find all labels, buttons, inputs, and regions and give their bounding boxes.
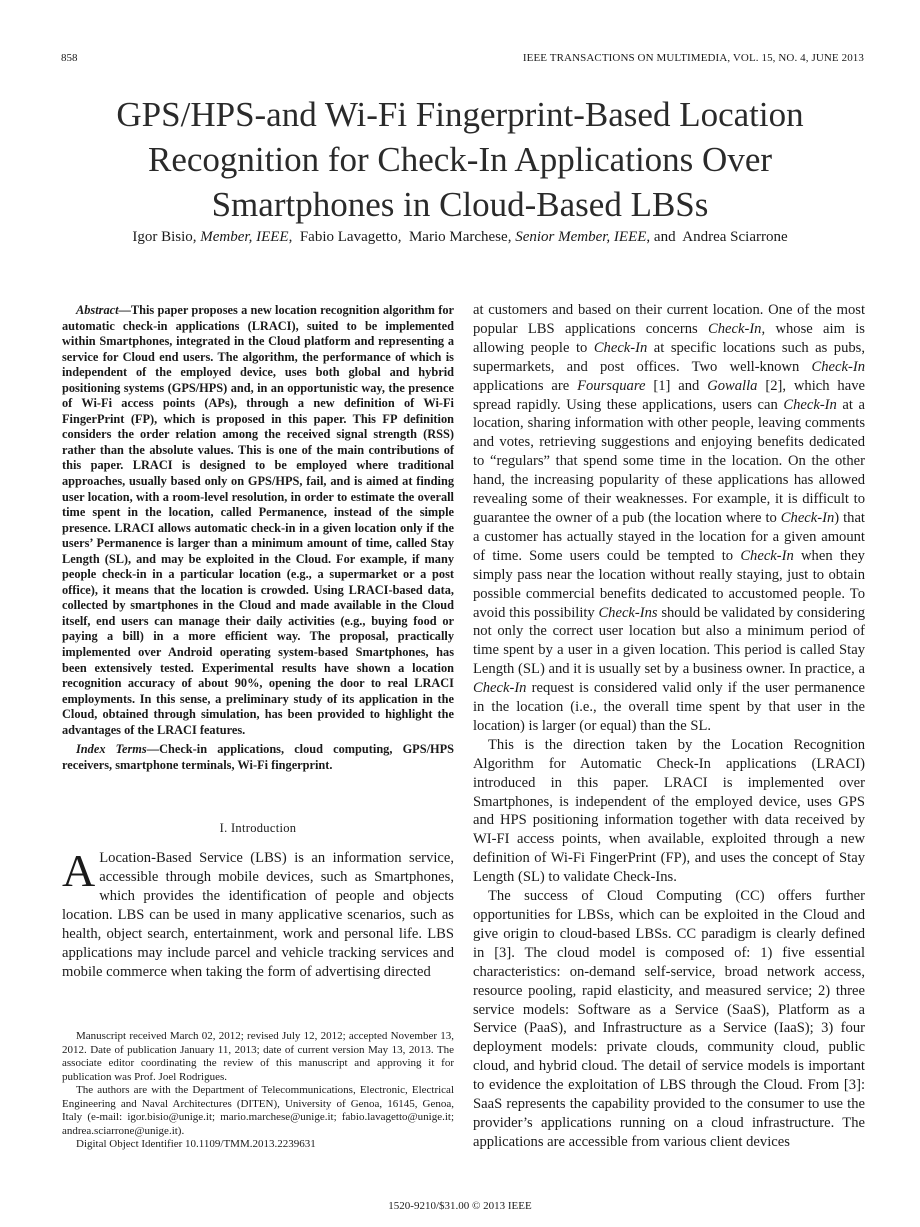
text-run: when they simply pass near the location without really staying, just to obtain possible commercial benefits dedicated to accustomed people. To avoid this possibility bbox=[473, 547, 865, 621]
page-number: 858 bbox=[61, 52, 78, 64]
author-name: Fabio Lavagetto bbox=[299, 229, 398, 245]
text-run: at customers and based on their current location. One of the most popular LBS applications concerns bbox=[473, 302, 865, 337]
author-name: Mario Marchese bbox=[408, 229, 508, 245]
paper-title bbox=[40, 92, 880, 227]
section-heading: I. Introduction bbox=[219, 821, 297, 836]
emphasis: Check-In bbox=[708, 320, 762, 337]
emphasis: Check-Ins bbox=[598, 604, 658, 621]
author-name: Andrea Sciarrone bbox=[682, 229, 788, 245]
copyright-footer: 1520-9210/$31.00 © 2013 IEEE bbox=[388, 1200, 532, 1212]
abstract-text: —This paper proposes a new location recognition algorithm for automatic check-in applications (LRACI), suited to be implemented within Smartphones, integrated in the Cloud platform and representing a service for Cloud end users. The algorithm, the performance of which is independent of the employed device, uses both global and hybrid positioning systems (GPS/HPS) and, in an opportunistic way, the presence of Wi-Fi access points (APs), through a new definition of Wi-Fi FingerPrint (FP), which is proposed in this paper. This FP definition considers the order relation among the received signal strength (RSS) rather than the absolute values. This is one of the main contributions of this paper. LRACI is designed to be employed where traditional approaches, usually based only on GPS/HPS, fail, and is aimed at finding user location, with a room-level resolution, in order to estimate the overall time spent in the location, called Permanence, instead of the simple presence. LRACI allows automatic check-in in a given location only if the users’ Permanence is larger than a minimum amount of time, called Stay Length (SL), and may be exploited in the Cloud. For example, if many people check-in in a particular location (e.g., a supermarket or a post office), it means that the location is crowded. Using LRACI-based data, collected by smartphones in the Cloud and made available in the Cloud itself, end users can manage their daily activities (e.g., buying food or paying a bill) in a more efficient way. The proposal, practically implemented over Android operating system-based Smartphones, has been extensively tested. Experimental results have shown a location recognition accuracy of about 90%, opening the door to real LRACI employments. In this sense, a preliminary study of its application in the Cloud, obtained through simulation, has been provided to highlight the advantages of the LRACI features. bbox=[62, 303, 454, 737]
text-run: should be validated by considering not only the correct user location but also a minimum period of time spent by a user in a given location. This period is called Stay Length (SL) and it is usually set by a business owner. In practice, a bbox=[473, 604, 865, 678]
text-run: applications are bbox=[473, 377, 578, 394]
right-column bbox=[473, 301, 865, 1152]
emphasis: Check-In bbox=[593, 339, 648, 356]
title-line: Recognition for Check-In Applications Over bbox=[147, 140, 773, 179]
footnote-doi: Digital Object Identifier 10.1109/TMM.2013.2239631 bbox=[76, 1138, 316, 1150]
text-run: at specific locations such as pubs, supermarkets, and post offices. Two well-known bbox=[473, 339, 865, 375]
author-conjunction: and bbox=[653, 229, 676, 245]
title-line: Smartphones in Cloud-Based LBSs bbox=[211, 185, 709, 224]
index-terms-label: Index Terms bbox=[76, 742, 147, 757]
body-paragraph: This is the direction taken by the Location Recognition Algorithm for Automatic Check-In applications (LRACI) introduced in this paper. LRACI is implemented over Smartphones, is independent of the employed device, uses GPS and HPS positioning information together with data received by WI-FI access points, when available, exploited through a new definition of Wi-Fi FingerPrint (FP), and uses the concept of Stay Length (SL) to validate Check-Ins. bbox=[473, 736, 865, 886]
footnote-affiliation: The authors are with the Department of Telecommunications, Electronic, Electrical Engineering and Naval Architectures (DITEN), University of Genoa, 16145, Genoa, Italy (e-mail: igor.bisio@unige.it; mario.marchese@unige.it; fabio.lavagetto@unige.it; andrea.sciarrone@unige.it). bbox=[62, 1084, 454, 1137]
body-paragraph: The success of Cloud Computing (CC) offers further opportunities for LBSs, which can be exploited in the Cloud and give origin to cloud-based LBSs. CC paradigm is clearly defined in [3]. The cloud model is composed of: 1) five essential characteristics: on-demand self-service, broad network access, resource pooling, rapid elasticity, and measured service; 2) three service models: Software as a Service (SaaS), Platform as a Service (PaaS), and Infrastructure as a Service (IaaS); 3) four deployment models: private clouds, community cloud, public cloud, and hybrid cloud. The detail of service models is important to evidence the exploitation of LBS through the Cloud. From [3]: SaaS represents the capability provided to the consumer to use the provider’s applications running on a cloud infrastructure. The applications are accessible from various client devices bbox=[473, 888, 865, 1150]
abstract bbox=[62, 303, 454, 738]
emphasis: Check-In bbox=[740, 547, 794, 564]
text-run: request is considered valid only if the user permanence in the location (i.e., the overall time spent by that user in the location) is larger (or equal) than the SL. bbox=[473, 680, 865, 734]
author-line: Igor Bisio, Member, IEEE, Fabio Lavagetto, Mario Marchese, Senior Member, IEEE, and Andrea Sciarrone bbox=[132, 229, 788, 245]
intro-paragraph bbox=[62, 845, 454, 981]
left-column bbox=[62, 303, 454, 982]
footnote-manuscript: Manuscript received March 02, 2012; revised July 12, 2012; accepted November 13, 2012. Date of publication January 11, 2013; date of current version May 13, 2013. The associate editor coordinating the review of this manuscript and approving it for publication was Prof. Joel Rodrigues. bbox=[62, 1030, 454, 1083]
emphasis: Foursquare bbox=[577, 377, 646, 394]
text-run: at a location, sharing information with other people, leaving comments and votes, retrieving suggestions and enjoying benefits dedicated to “regulars” that spend some time in the location. On the other hand, the increasing popularity of these applications has allowed revealing some of their weaknesses. For example, it is difficult to guarantee the owner of a pub (the location where to bbox=[473, 396, 865, 526]
emphasis: Gowalla bbox=[707, 377, 758, 394]
emphasis: Check-In bbox=[783, 396, 837, 413]
index-terms-text: —Check-in applications, cloud computing, GPS/HPS receivers, smartphone terminals, Wi-Fi fingerprint. bbox=[62, 742, 455, 772]
author-role: Member, IEEE bbox=[200, 229, 289, 245]
text-run: , whose aim is allowing people to bbox=[473, 320, 865, 356]
emphasis: Check-In bbox=[811, 358, 865, 375]
author-name: Igor Bisio bbox=[132, 229, 193, 245]
emphasis: Check-In bbox=[780, 509, 835, 526]
text-run: [2], which have spread rapidly. Using these applications, users can bbox=[473, 377, 865, 413]
body-paragraph bbox=[473, 301, 865, 736]
drop-cap: A bbox=[62, 845, 96, 897]
index-terms bbox=[62, 742, 454, 773]
footnotes bbox=[62, 1030, 454, 1152]
emphasis: Check-In bbox=[473, 680, 527, 697]
running-head: IEEE TRANSACTIONS ON MULTIMEDIA, VOL. 15, NO. 4, JUNE 2013 bbox=[522, 52, 864, 64]
author-role: Senior Member, IEEE bbox=[515, 229, 647, 245]
intro-text: Location-Based Service (LBS) is an information service, accessible through mobile devices, such as Smartphones, which provides the identification of people and objects location. LBS can be used in many applicative scenarios, such as health, object search, entertainment, work and personal life. LBS applications may include parcel and vehicle tracking services and mobile commerce when taking the form of advertising directed bbox=[62, 850, 454, 980]
text-run: [1] and bbox=[645, 377, 708, 394]
abstract-label: Abstract bbox=[76, 303, 119, 317]
title-line: GPS/HPS-and Wi-Fi Fingerprint-Based Location bbox=[116, 95, 804, 134]
text-run: ) that a customer has actually stayed in the location for a given amount of time. Some users could be tempted to bbox=[473, 509, 865, 564]
